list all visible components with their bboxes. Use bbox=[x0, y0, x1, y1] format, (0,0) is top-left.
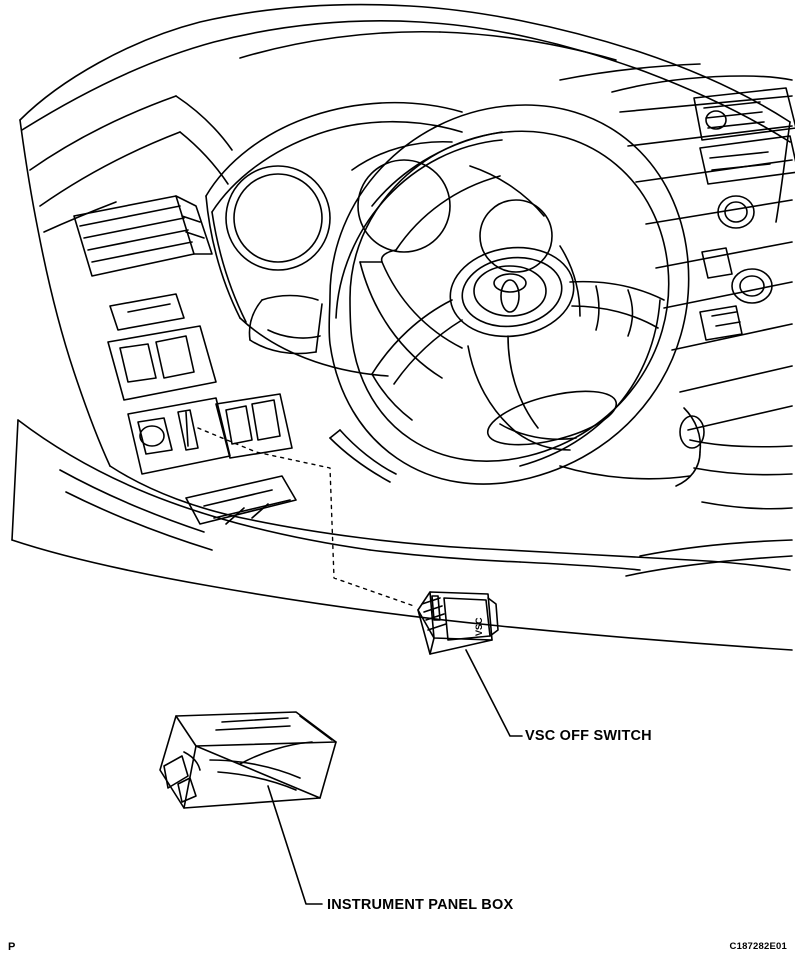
instrument-panel-box-part bbox=[160, 712, 336, 808]
left-switch-panel bbox=[108, 294, 292, 474]
switch-face-text: VSC bbox=[474, 617, 484, 636]
callout-label-vsc-off-switch: VSC OFF SWITCH bbox=[525, 728, 652, 744]
figure-id: C187282E01 bbox=[729, 941, 787, 952]
page-code: P bbox=[8, 941, 16, 953]
steering-wheel bbox=[329, 105, 704, 486]
left-air-vent bbox=[74, 196, 212, 276]
dash-top-detail bbox=[240, 32, 700, 80]
lower-left-trim bbox=[60, 470, 296, 550]
callout-label-instrument-panel-box: INSTRUMENT PANEL BOX bbox=[327, 897, 514, 913]
vsc-off-switch-part bbox=[418, 592, 498, 654]
steering-column bbox=[250, 296, 397, 483]
left-side-trim bbox=[30, 96, 232, 232]
vsc-leader bbox=[466, 650, 522, 736]
instrument-panel-box-leader bbox=[268, 786, 322, 904]
